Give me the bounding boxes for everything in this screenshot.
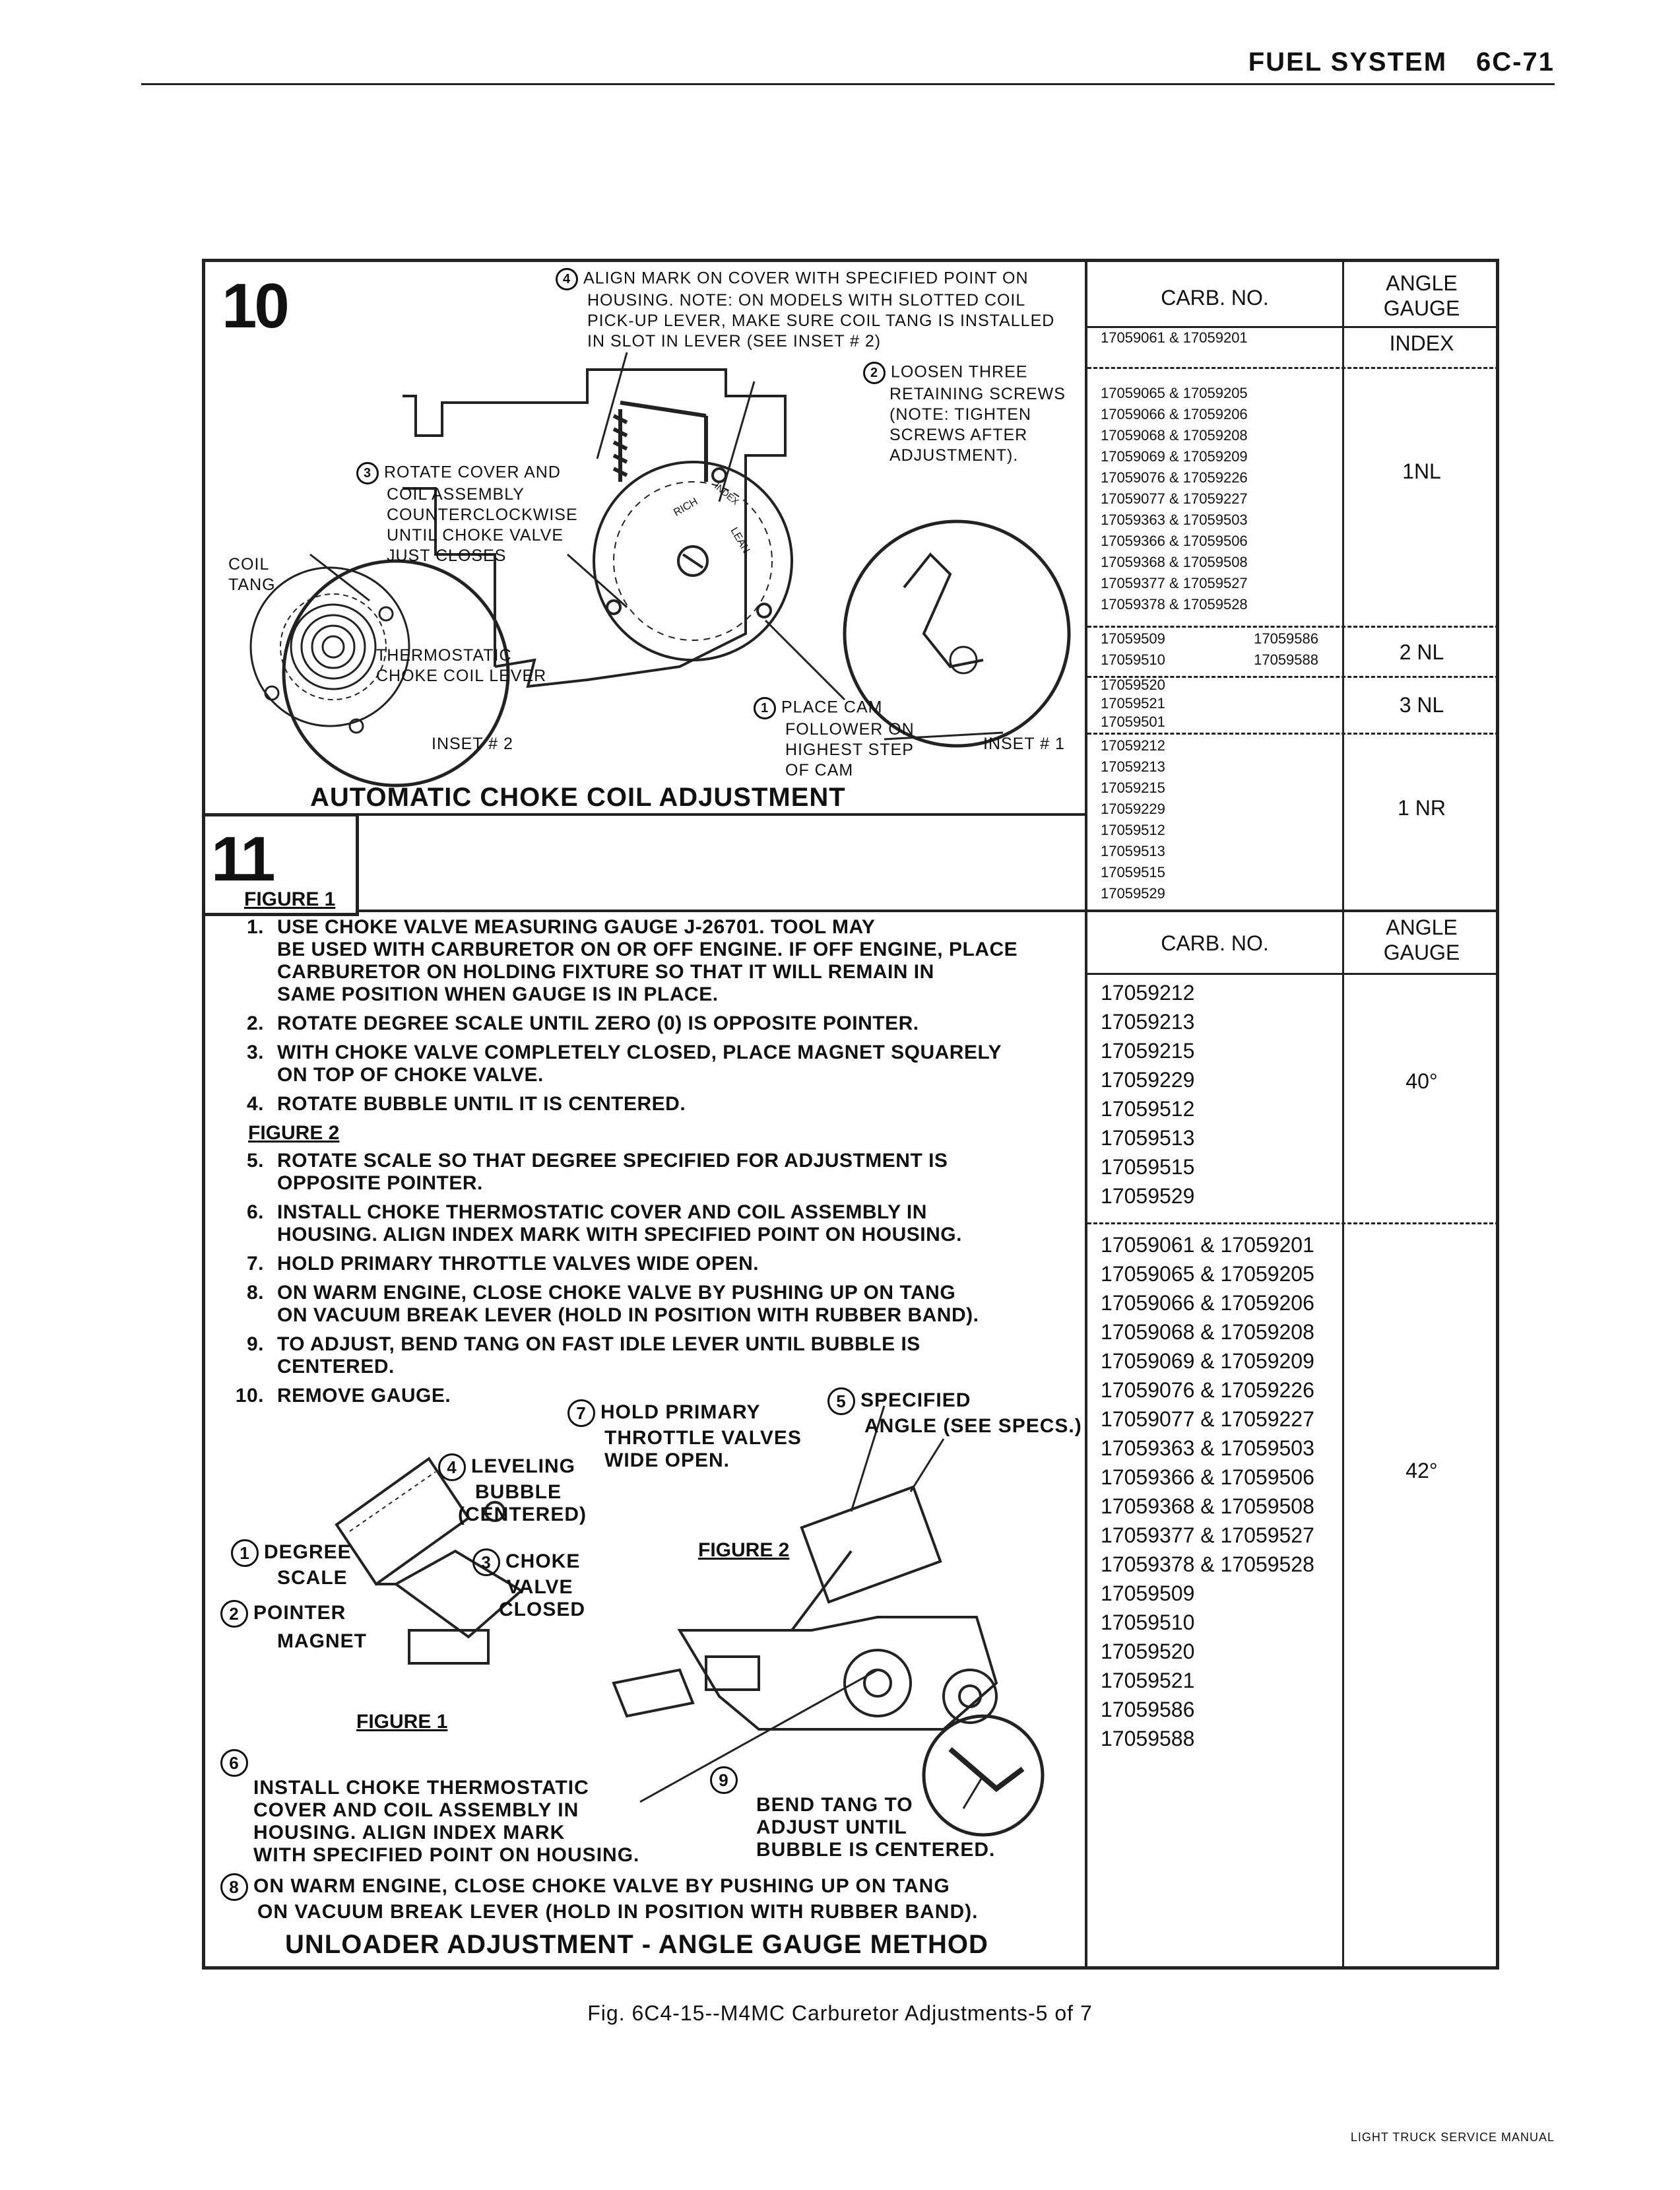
callout-4b xyxy=(438,1453,587,1526)
table11-row: 17059068 & 17059208 xyxy=(1101,1320,1314,1344)
table11-header-angle-l2: GAUGE xyxy=(1383,941,1460,964)
step-line: ON VACUUM BREAK LEVER (HOLD IN POSITION WITH RUBBER BAND). xyxy=(277,1304,979,1326)
table10-row xyxy=(1101,628,1318,649)
table11-header-angle xyxy=(1344,915,1499,965)
table10-angle-1NR: 1 NR xyxy=(1398,796,1446,820)
table10-row: 17059068 & 17059208 xyxy=(1101,427,1248,444)
table11-row: 17059229 xyxy=(1101,1068,1195,1092)
rich-mark: RICH xyxy=(672,496,700,519)
inset-1-label: INSET # 1 xyxy=(983,735,1065,753)
panel-11-title: UNLOADER ADJUSTMENT - ANGLE GAUGE METHOD xyxy=(285,1930,988,1959)
table10-group-rule xyxy=(1087,367,1499,369)
table11-row: 17059213 xyxy=(1101,1010,1195,1034)
step-line: BE USED WITH CARBURETOR ON OR OFF ENGINE. IF OFF ENGINE, PLACE xyxy=(277,939,1018,960)
figure-2-label-inline: FIGURE 2 xyxy=(248,1122,340,1144)
callout-9-line2: ADJUST UNTIL xyxy=(756,1816,907,1838)
callout-6-line1: INSTALL CHOKE THERMOSTATIC xyxy=(253,1777,589,1799)
panel-10-number: 10 xyxy=(222,271,287,341)
step-number: 2. xyxy=(246,1012,264,1034)
callout-3b xyxy=(472,1548,585,1621)
callout-5-line2: ANGLE (SEE SPECS.) xyxy=(864,1415,1082,1437)
table11-header-rule xyxy=(1087,973,1499,975)
table10-row: 17059066 & 17059206 xyxy=(1101,406,1248,422)
table-divider xyxy=(1085,259,1087,1970)
callout-8-line2: ON VACUUM BREAK LEVER (HOLD IN POSITION WITH RUBBER BAND). xyxy=(257,1901,979,1923)
table10-angle-3NL: 3 NL xyxy=(1399,693,1444,717)
table11-row: 17059363 & 17059503 xyxy=(1101,1436,1314,1460)
callout-6-line4: WITH SPECIFIED POINT ON HOUSING. xyxy=(253,1844,640,1866)
panel-10-title: AUTOMATIC CHOKE COIL ADJUSTMENT xyxy=(310,783,846,812)
callout-4b-line1: LEVELING xyxy=(471,1455,576,1477)
table11-row: 17059215 xyxy=(1101,1039,1195,1063)
step-7 xyxy=(218,1253,1082,1275)
table11-row: 17059586 xyxy=(1101,1698,1195,1721)
table10-angle-index: INDEX xyxy=(1389,331,1454,355)
step-1 xyxy=(218,916,1082,1006)
callout-4b-line3: (CENTERED) xyxy=(458,1504,587,1525)
table11-row: 17059065 & 17059205 xyxy=(1101,1262,1314,1286)
footer-text: LIGHT TRUCK SERVICE MANUAL xyxy=(1350,2131,1555,2144)
step-9 xyxy=(218,1333,1082,1378)
carburetor-figure-2 xyxy=(614,1487,996,1729)
callout-3b-line3: CLOSED xyxy=(499,1599,586,1620)
step-3 xyxy=(218,1042,1082,1086)
callout-5 xyxy=(827,1387,1082,1438)
table11-row: 17059366 & 17059506 xyxy=(1101,1465,1314,1489)
step-number: 4. xyxy=(246,1093,264,1115)
table10-cell: 17059510 xyxy=(1101,651,1165,668)
table10-row: 17059229 xyxy=(1101,801,1165,817)
table11-row: 17059529 xyxy=(1101,1184,1195,1208)
index-mark: INDEX xyxy=(712,481,741,507)
callout-2b-line1: POINTER xyxy=(253,1601,346,1624)
callout-2-line2: RETAINING SCREWS xyxy=(889,385,1066,403)
table10-row: 17059512 xyxy=(1101,822,1165,838)
lean-mark: LEAN xyxy=(728,525,752,556)
callout-2-line3: (NOTE: TIGHTEN xyxy=(889,405,1031,424)
step-2 xyxy=(218,1012,1082,1035)
table10-row: 17059368 & 17059508 xyxy=(1101,554,1248,570)
table10-group-1NR xyxy=(1101,735,1165,904)
callout-number-4b: 4 xyxy=(438,1453,466,1481)
thermostatic-line1: THERMOSTATIC xyxy=(376,646,512,665)
table11-row: 17059368 & 17059508 xyxy=(1101,1494,1314,1518)
table10-row: 17059529 xyxy=(1101,885,1165,902)
table10-cell: 17059509 xyxy=(1101,630,1165,647)
callout-3-line5: JUST CLOSES xyxy=(387,547,507,565)
table11-row: 17059377 & 17059527 xyxy=(1101,1523,1314,1547)
callout-number-2: 2 xyxy=(863,362,886,384)
callout-8 xyxy=(220,1873,978,1923)
step-number: 8. xyxy=(246,1282,264,1304)
callout-6-line3: HOUSING. ALIGN INDEX MARK xyxy=(253,1822,565,1843)
header-rule xyxy=(141,83,1555,85)
callout-9 xyxy=(710,1766,995,1861)
table11-row: 17059061 & 17059201 xyxy=(1101,1233,1314,1257)
table10-row: 17059513 xyxy=(1101,843,1165,859)
table10-group-1NL xyxy=(1101,383,1248,615)
step-number: 1. xyxy=(246,916,264,938)
table10-row: 17059520 xyxy=(1101,677,1165,693)
callout-number-3: 3 xyxy=(356,462,379,484)
table11-group-40 xyxy=(1101,978,1194,1211)
magnet-label: MAGNET xyxy=(277,1630,367,1652)
table11-col-divider xyxy=(1342,910,1344,1970)
callout-7-line1: HOLD PRIMARY xyxy=(600,1401,761,1423)
callout-2-line1: LOOSEN THREE xyxy=(891,362,1028,382)
step-line: HOUSING. ALIGN INDEX MARK WITH SPECIFIED POINT ON HOUSING. xyxy=(277,1224,962,1245)
table10-row: 17059521 xyxy=(1101,695,1165,712)
table11-header-angle-l1: ANGLE xyxy=(1386,915,1458,939)
callout-4 xyxy=(556,268,1054,352)
table10-group-3NL xyxy=(1101,676,1165,731)
callout-1b-line2: SCALE xyxy=(277,1567,348,1589)
table11-header-carb: CARB. NO. xyxy=(1161,931,1269,955)
panel-11-top-rule xyxy=(359,910,1499,912)
thermostatic-label xyxy=(376,646,546,686)
table11-row: 17059510 xyxy=(1101,1610,1195,1634)
callout-1-line1: PLACE CAM xyxy=(781,698,883,717)
table10-group-2NL xyxy=(1101,628,1318,671)
table10-group-rule xyxy=(1087,733,1499,735)
table11-row: 17059076 & 17059226 xyxy=(1101,1378,1314,1402)
step-number: 7. xyxy=(246,1253,264,1275)
inset-2-label: INSET # 2 xyxy=(432,735,513,753)
table10-row: 17059076 & 17059226 xyxy=(1101,469,1248,486)
table11-row: 17059066 & 17059206 xyxy=(1101,1291,1314,1315)
step-line: USE CHOKE VALVE MEASURING GAUGE J-26701. TOOL MAY xyxy=(277,916,876,938)
step-line: REMOVE GAUGE. xyxy=(277,1385,451,1407)
figure-2-label: FIGURE 2 xyxy=(698,1539,790,1561)
table11-row: 17059378 & 17059528 xyxy=(1101,1552,1314,1576)
table10-row: 17059363 & 17059503 xyxy=(1101,512,1248,528)
callout-3-line1: ROTATE COVER AND xyxy=(384,463,561,482)
table10-row: 17059501 xyxy=(1101,713,1165,730)
step-line: ROTATE BUBBLE UNTIL IT IS CENTERED. xyxy=(277,1093,686,1115)
choke-plate xyxy=(614,403,706,482)
callout-3-line4: UNTIL CHOKE VALVE xyxy=(387,526,564,545)
step-line: CARBURETOR ON HOLDING FIXTURE SO THAT IT WILL REMAIN IN xyxy=(277,961,934,983)
step-line: WITH CHOKE VALVE COMPLETELY CLOSED, PLACE MAGNET SQUARELY xyxy=(277,1042,1002,1063)
steps-list xyxy=(218,916,1082,1414)
table10-header-angle-l1: ANGLE xyxy=(1386,271,1458,295)
table10-row: 17059377 & 17059527 xyxy=(1101,575,1248,591)
callout-4-line3: PICK-UP LEVER, MAKE SURE COIL TANG IS INSTALLED xyxy=(587,312,1055,330)
step-6 xyxy=(218,1201,1082,1246)
table11-row: 17059515 xyxy=(1101,1155,1195,1179)
table10-row: 17059215 xyxy=(1101,780,1165,796)
callout-1 xyxy=(754,697,915,781)
step-line: CENTERED. xyxy=(277,1356,395,1377)
callout-1b-line1: DEGREE xyxy=(264,1541,352,1563)
step-number: 9. xyxy=(246,1333,264,1355)
callout-5-line1: SPECIFIED xyxy=(860,1389,971,1411)
callout-number-4: 4 xyxy=(556,268,578,290)
callout-number-6: 6 xyxy=(220,1749,248,1777)
callout-3b-line2: VALVE xyxy=(507,1576,573,1598)
coil-tang-label xyxy=(228,554,276,595)
table11-group-rule xyxy=(1087,1222,1499,1224)
step-number: 10. xyxy=(235,1385,264,1407)
callout-8-line1: ON WARM ENGINE, CLOSE CHOKE VALVE BY PUSHING UP ON TANG xyxy=(253,1875,950,1897)
callout-number-3b: 3 xyxy=(472,1548,500,1576)
table10-angle-2NL: 2 NL xyxy=(1399,640,1444,664)
step-line: INSTALL CHOKE THERMOSTATIC COVER AND COIL ASSEMBLY IN xyxy=(277,1201,927,1223)
thermostatic-line2: CHOKE COIL LEVER xyxy=(376,667,547,685)
callout-7-line3: WIDE OPEN. xyxy=(604,1449,730,1471)
table10-row: 17059065 & 17059205 xyxy=(1101,385,1248,401)
table11-row: 17059509 xyxy=(1101,1581,1195,1605)
step-line: ROTATE DEGREE SCALE UNTIL ZERO (0) IS OPPOSITE POINTER. xyxy=(277,1012,919,1034)
table11-group-42 xyxy=(1101,1230,1314,1753)
callout-4-line1: ALIGN MARK ON COVER WITH SPECIFIED POINT ON xyxy=(583,269,1029,288)
table11-row: 17059069 & 17059209 xyxy=(1101,1349,1314,1373)
table10-row: 17059077 & 17059227 xyxy=(1101,490,1248,507)
choke-cover xyxy=(594,462,792,660)
callout-number-9: 9 xyxy=(710,1766,738,1794)
callout-number-1: 1 xyxy=(754,697,776,719)
callout-9-line3: BUBBLE IS CENTERED. xyxy=(756,1839,996,1861)
table10-row: 17059212 xyxy=(1101,737,1165,754)
step-8 xyxy=(218,1282,1082,1327)
callout-number-7: 7 xyxy=(567,1399,595,1427)
figure-1-label-top: FIGURE 1 xyxy=(244,888,336,910)
table10-cell: 17059586 xyxy=(1254,630,1318,647)
table11-row: 17059513 xyxy=(1101,1126,1195,1150)
step-4 xyxy=(218,1093,1082,1115)
step-line: SAME POSITION WHEN GAUGE IS IN PLACE. xyxy=(277,983,719,1005)
callout-1-line4: OF CAM xyxy=(785,761,854,780)
callout-4b-line2: BUBBLE xyxy=(475,1481,562,1503)
table11-row: 17059520 xyxy=(1101,1640,1195,1663)
table10-row: 17059366 & 17059506 xyxy=(1101,533,1248,549)
table10-row xyxy=(1101,649,1318,671)
step-line: ON WARM ENGINE, CLOSE CHOKE VALVE BY PUSHING UP ON TANG xyxy=(277,1282,956,1304)
table11-row: 17059521 xyxy=(1101,1669,1195,1692)
step-number: 5. xyxy=(246,1150,264,1172)
callout-2-line5: ADJUSTMENT). xyxy=(889,446,1019,465)
callout-3-line3: COUNTERCLOCKWISE xyxy=(387,506,578,524)
callout-3 xyxy=(356,462,578,566)
step-line: ROTATE SCALE SO THAT DEGREE SPECIFIED FOR ADJUSTMENT IS xyxy=(277,1150,948,1172)
page-number: 6C-71 xyxy=(1476,48,1555,77)
step-number: 3. xyxy=(246,1042,264,1063)
table10-header-carb: CARB. NO. xyxy=(1161,286,1269,310)
callout-2-line4: SCREWS AFTER xyxy=(889,426,1028,444)
callout-2b xyxy=(220,1600,346,1628)
table10-row: 17059515 xyxy=(1101,864,1165,880)
coil-tang-line1: COIL xyxy=(228,555,270,574)
table11-row: 17059077 & 17059227 xyxy=(1101,1407,1314,1431)
coil-tang-line2: TANG xyxy=(228,576,276,594)
callout-number-5: 5 xyxy=(827,1387,855,1415)
table10-header-angle xyxy=(1344,271,1499,321)
step-line: ON TOP OF CHOKE VALVE. xyxy=(277,1064,544,1086)
step-5 xyxy=(218,1150,1082,1195)
callout-6-line2: COVER AND COIL ASSEMBLY IN xyxy=(253,1799,579,1821)
callout-3b-line1: CHOKE xyxy=(505,1550,581,1572)
panel-11-number: 11 xyxy=(211,824,273,894)
callout-1-line2: FOLLOWER ON xyxy=(785,720,915,739)
callout-number-2b: 2 xyxy=(220,1600,248,1628)
figure-1-label: FIGURE 1 xyxy=(356,1711,448,1733)
table11-angle-40: 40° xyxy=(1405,1069,1438,1093)
callout-3-line2: COIL ASSEMBLY xyxy=(387,485,525,504)
page-header xyxy=(1248,48,1555,77)
callout-6 xyxy=(220,1749,639,1867)
callout-4-line4: IN SLOT IN LEVER (SEE INSET # 2) xyxy=(587,332,882,350)
callout-1-line3: HIGHEST STEP xyxy=(785,741,914,759)
step-line: TO ADJUST, BEND TANG ON FAST IDLE LEVER UNTIL BUBBLE IS xyxy=(277,1333,921,1355)
table10-group-rule xyxy=(1087,626,1499,628)
table10-row: 17059213 xyxy=(1101,758,1165,775)
callout-9-line1: BEND TANG TO xyxy=(756,1794,913,1816)
table11-angle-42: 42° xyxy=(1405,1459,1438,1482)
callout-2 xyxy=(863,362,1066,466)
callout-7 xyxy=(567,1399,802,1472)
callout-4-line2: HOUSING. NOTE: ON MODELS WITH SLOTTED COIL xyxy=(587,291,1026,310)
figure-caption: Fig. 6C4-15--M4MC Carburetor Adjustments-5 of 7 xyxy=(587,2001,1093,2025)
table10-angle-1NL: 1NL xyxy=(1402,459,1441,483)
section-title: FUEL SYSTEM xyxy=(1248,48,1448,77)
callout-7-line2: THROTTLE VALVES xyxy=(604,1427,802,1449)
table11-row: 17059512 xyxy=(1101,1097,1195,1121)
step-number: 6. xyxy=(246,1201,264,1223)
table11-row: 17059212 xyxy=(1101,981,1195,1005)
table11-row: 17059588 xyxy=(1101,1727,1195,1750)
step-line: OPPOSITE POINTER. xyxy=(277,1172,483,1194)
table10-row: 17059069 & 17059209 xyxy=(1101,448,1248,465)
callout-number-1b: 1 xyxy=(231,1539,259,1567)
table10-row: 17059378 & 17059528 xyxy=(1101,596,1248,613)
table10-row: 17059061 & 17059201 xyxy=(1101,329,1248,346)
step-line: HOLD PRIMARY THROTTLE VALVES WIDE OPEN. xyxy=(277,1253,759,1275)
table10-cell: 17059588 xyxy=(1254,651,1318,668)
callout-number-8: 8 xyxy=(220,1873,248,1901)
callout-1b xyxy=(231,1539,352,1589)
table10-header-angle-l2: GAUGE xyxy=(1383,296,1460,320)
